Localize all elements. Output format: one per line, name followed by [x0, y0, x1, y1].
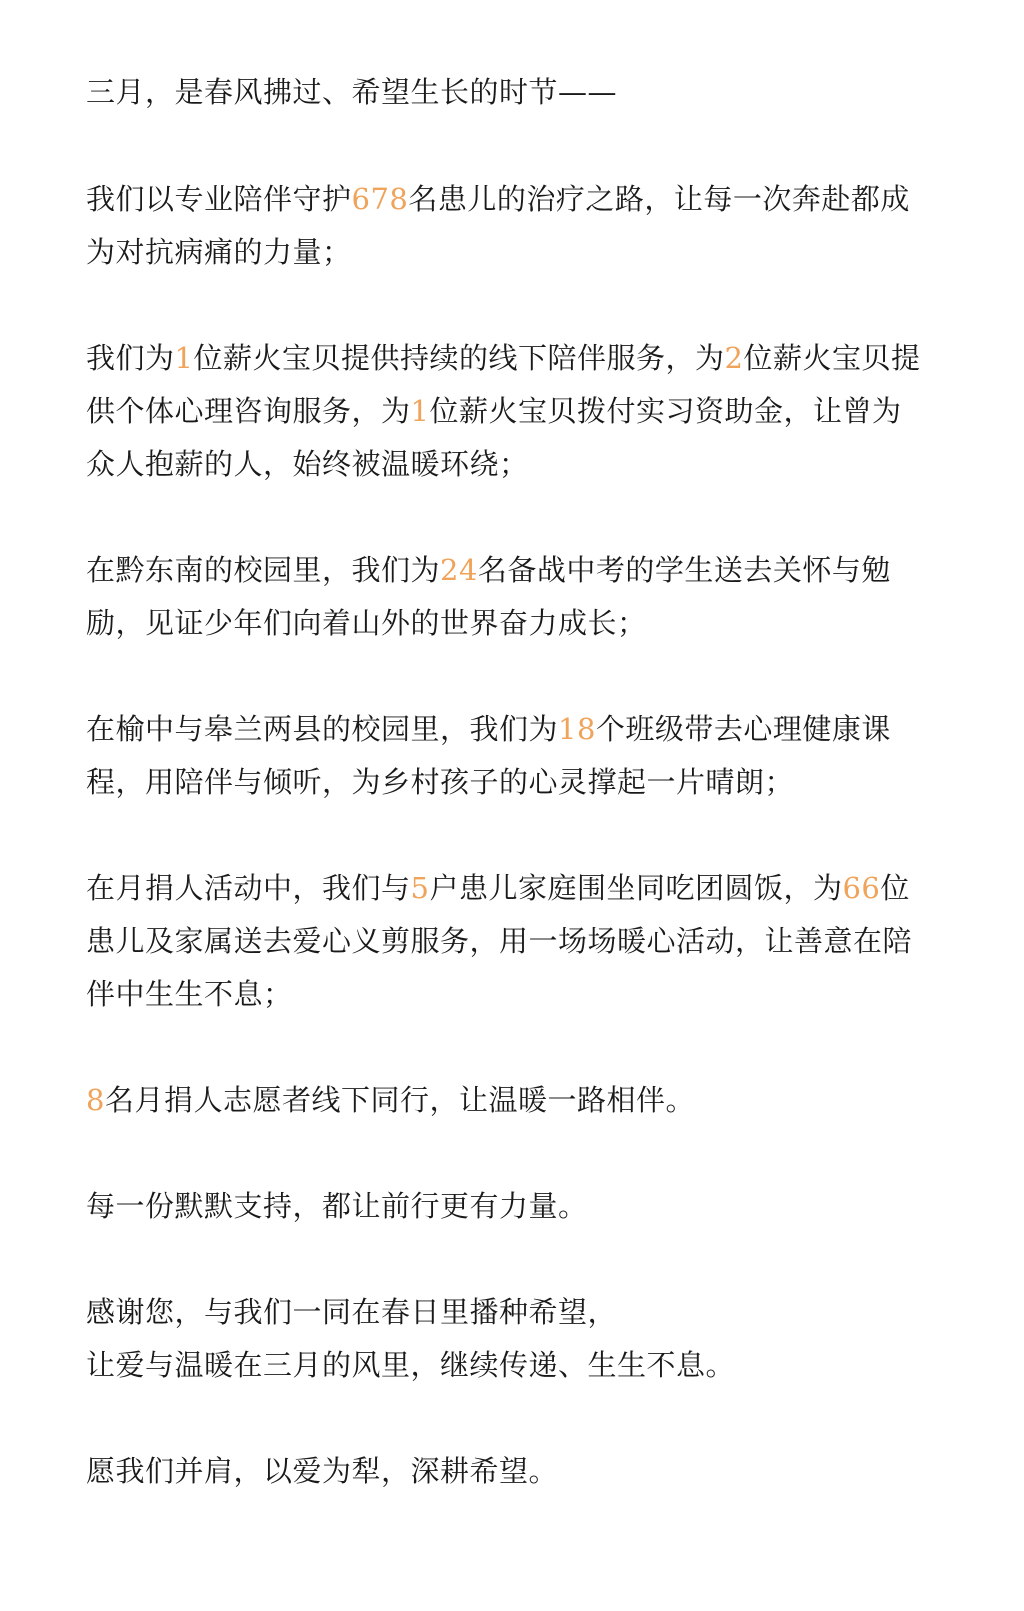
text-segment: 位薪火宝贝提供持续的线下陪伴服务，为	[193, 341, 725, 375]
highlight-number: 5	[410, 871, 430, 905]
highlight-number: 2	[724, 341, 744, 375]
text-segment: 在黔东南的校园里，我们为	[86, 553, 441, 587]
text-segment: 我们为	[86, 341, 175, 375]
text-segment: 位患儿及家属送去爱心义剪服务，用一场场暖心活动，让善意在陪伴中生生不息；	[86, 871, 913, 1011]
text-segment: 三月，是春风拂过、希望生长的时节——	[86, 75, 618, 109]
paragraph-volunteers	[86, 1074, 926, 1127]
text-segment: 我们以专业陪伴守护	[86, 182, 352, 216]
paragraph-closing	[86, 1445, 926, 1498]
text-segment: 在月捐人活动中，我们与	[86, 871, 411, 905]
highlight-number: 1	[174, 341, 194, 375]
highlight-number: 1	[410, 394, 430, 428]
paragraph-intro	[86, 66, 926, 119]
text-segment: 位薪火宝贝提供个体心理咨询服务，为	[86, 341, 921, 428]
text-segment: 名患儿的治疗之路，让每一次奔赴都成为对抗病痛的力量；	[86, 182, 910, 269]
text-line: 感谢您，与我们一同在春日里播种希望，	[86, 1295, 618, 1329]
text-segment: 位薪火宝贝拨付实习资助金，让曾为众人抱薪的人，始终被温暖环绕；	[86, 394, 902, 481]
text-segment: 名备战中考的学生送去关怀与勉励，见证少年们向着山外的世界奋力成长；	[86, 553, 891, 640]
paragraph-thanks	[86, 1286, 926, 1392]
text-segment: 名月捐人志愿者线下同行，让温暖一路相伴。	[104, 1083, 695, 1117]
article-body	[86, 66, 926, 1551]
paragraph-qiandongnan	[86, 544, 926, 650]
text-line: 让爱与温暖在三月的风里，继续传递、生生不息。	[86, 1348, 736, 1382]
highlight-number: 24	[440, 553, 478, 587]
paragraph-patients	[86, 173, 926, 279]
paragraph-support	[86, 1180, 926, 1233]
text-segment: 在榆中与皋兰两县的校园里，我们为	[86, 712, 559, 746]
paragraph-yuzhong-gaolan	[86, 703, 926, 809]
text-segment: 户患儿家庭围坐同吃团圆饭，为	[429, 871, 843, 905]
highlight-number: 8	[86, 1083, 105, 1117]
highlight-number: 18	[558, 712, 596, 746]
text-segment: 愿我们并肩，以爱为犁，深耕希望。	[86, 1454, 559, 1488]
highlight-number: 66	[842, 871, 881, 905]
paragraph-xinhuo	[86, 332, 926, 491]
highlight-number: 678	[351, 182, 409, 216]
text-segment: 个班级带去心理健康课程，用陪伴与倾听，为乡村孩子的心灵撑起一片晴朗；	[86, 712, 891, 799]
text-segment: 每一份默默支持，都让前行更有力量。	[86, 1189, 588, 1223]
paragraph-monthly-donors	[86, 862, 926, 1021]
